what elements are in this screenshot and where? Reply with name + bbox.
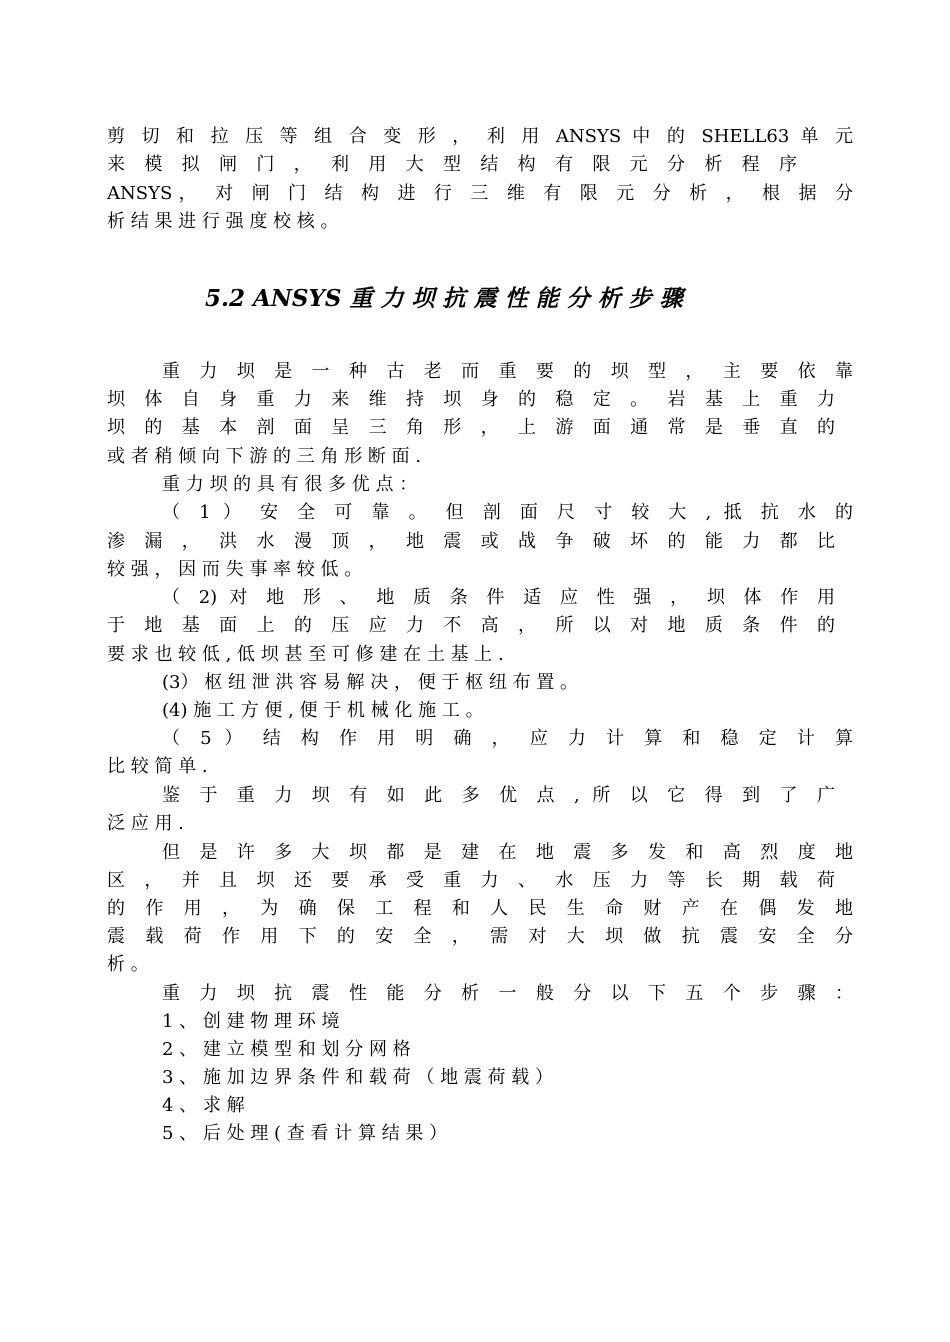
p4-line-1: 但 是 许 多 大 坝 都 是 建 在 地 震 多 发 和 高 烈 度 地 (162, 842, 853, 863)
p4-line-3: 的 作 用 ， 为 确 保 工 程 和 人 民 生 命 财 产 在 偶 发 地 (107, 898, 853, 919)
step-4: 4 、 求 解 (162, 1095, 245, 1116)
step-2: 2 、 建 立 模 型 和 划 分 网 格 (162, 1039, 411, 1060)
p2-line: 重 力 坝 的 具 有 很 多 优 点 ： (162, 474, 418, 495)
p1-line-4: 或 者 稍 倾 向 下 游 的 三 角 形 断 面 . (107, 446, 422, 467)
step-5: 5 、 后 处 理 ( 查 看 计 算 结 果 ） (162, 1123, 448, 1144)
p1-line-3: 坝 的 基 本 剖 面 呈 三 角 形 ， 上 游 面 通 常 是 垂 直 的 (107, 417, 835, 438)
adv5-line-1: （ 5 ） 结 构 作 用 明 确 ， 应 力 计 算 和 稳 定 计 算 (162, 728, 853, 749)
p3-line-2: 泛 应 用 . (107, 813, 184, 834)
adv4-line: (4) 施 工 方 便 , 便 于 机 械 化 施 工 。 (162, 700, 484, 721)
adv1-line-1: （ 1 ） 安 全 可 靠 。 但 剖 面 尺 寸 较 大 , 抵 抗 水 的 (162, 502, 853, 523)
adv3-line: (3） 枢 纽 泄 洪 容 易 解 决 ， 便 于 枢 纽 布 置 。 (162, 672, 579, 693)
adv2-line-1: （ 2) 对 地 形 、 地 质 条 件 适 应 性 强 ， 坝 体 作 用 (162, 587, 835, 608)
intro-line-1: 剪 切 和 拉 压 等 组 合 变 形 ， 利 用 ANSYS 中 的 SHELL63 单 元 (107, 126, 853, 147)
adv5-line-2: 比 较 简 单 . (107, 756, 208, 777)
intro-line-2: 来 模 拟 闸 门 ， 利 用 大 型 结 构 有 限 元 分 析 程 序 (107, 154, 797, 175)
adv2-line-2: 于 地 基 面 上 的 压 应 力 不 高 ， 所 以 对 地 质 条 件 的 (107, 615, 835, 636)
p4-line-5: 析 。 (107, 954, 149, 975)
p1-line-1: 重 力 坝 是 一 种 古 老 而 重 要 的 坝 型 ， 主 要 依 靠 (162, 361, 853, 382)
p1-line-2: 坝 体 自 身 重 力 来 维 持 坝 身 的 稳 定 。 岩 基 上 重 力 (107, 389, 835, 410)
p3-line-1: 鉴 于 重 力 坝 有 如 此 多 优 点 , 所 以 它 得 到 了 广 (162, 785, 835, 806)
section-heading: 5.2 ANSYS 重 力 坝 抗 震 性 能 分 析 步 骤 (205, 285, 683, 312)
adv1-line-2: 渗 漏 ， 洪 水 漫 顶 ， 地 震 或 战 争 破 坏 的 能 力 都 比 (107, 531, 835, 552)
p4-line-4: 震 载 荷 作 用 下 的 安 全 ， 需 对 大 坝 做 抗 震 安 全 分 (107, 926, 853, 947)
intro-line-4: 析 结 果 进 行 强 度 校 核 。 (107, 211, 339, 232)
p5-line: 重 力 坝 抗 震 性 能 分 析 一 般 分 以 下 五 个 步 骤 ： (162, 983, 853, 1004)
step-1: 1 、 创 建 物 理 环 境 (162, 1011, 340, 1032)
intro-line-3: ANSYS， 对 闸 门 结 构 进 行 三 维 有 限 元 分 析 ， 根 据 分 (107, 183, 853, 204)
adv2-line-3: 要 求 也 较 低 , 低 坝 甚 至 可 修 建 在 土 基 上 . (107, 644, 504, 665)
step-3: 3 、 施 加 边 界 条 件 和 载 荷 （ 地 震 荷 载 ） (162, 1067, 553, 1088)
p4-line-2: 区 ， 并 且 坝 还 要 承 受 重 力 、 水 压 力 等 长 期 载 荷 (107, 870, 835, 891)
adv1-line-3: 较 强 ， 因 而 失 事 率 较 低 。 (107, 559, 363, 580)
